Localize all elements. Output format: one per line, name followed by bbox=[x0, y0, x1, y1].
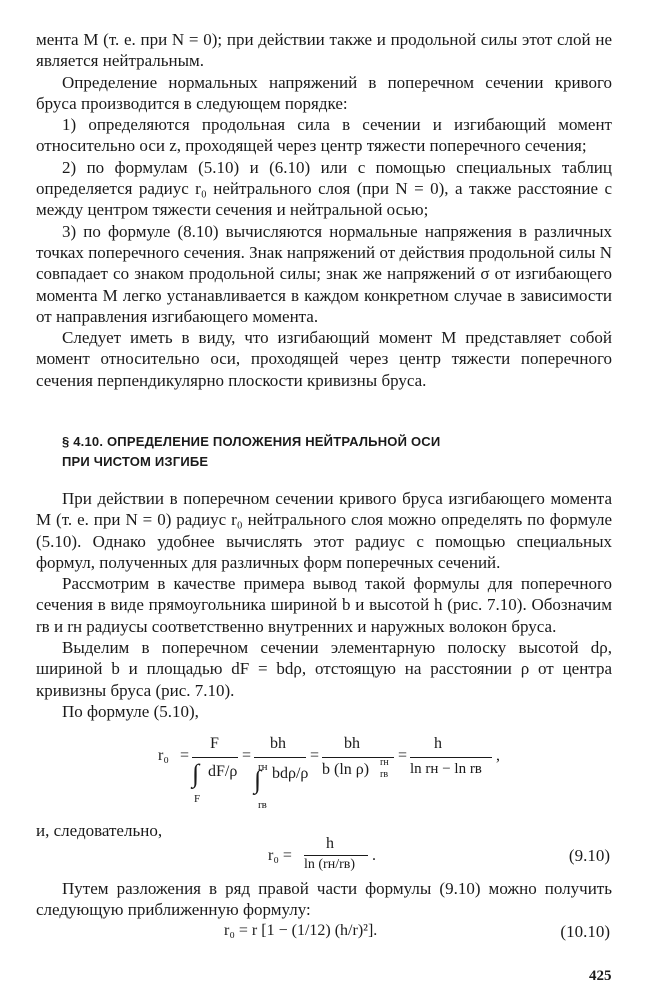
integral-lower-limit: rв bbox=[258, 799, 267, 811]
equation-number: (9.10) bbox=[568, 846, 610, 865]
formula-period: . bbox=[372, 847, 376, 864]
fraction-denominator: ln (rн/rв) bbox=[304, 857, 356, 872]
integral-upper-limit: rн bbox=[258, 761, 268, 773]
paragraph: 3) по формуле (8.10) вычисляются нормальные напряжения в различных точках поперечного сечения. Знак напряжений от действия продольной силы N совпадает со знаком продольной силы; знак же напряжений σ от изгибающего момента M легко устанавливается в каждом конкретном случае в зависимости от направления изгибающего момента. bbox=[36, 221, 612, 326]
equals-sign: = bbox=[310, 747, 320, 764]
paragraph: Выделим в поперечном сечении элементарную полоску высотой dρ, шириной b и площадью dF = bdρ, отстоящую на расстоянии ρ от центра кривизны бруса (рис. 7.10). bbox=[36, 638, 612, 700]
integral-sign: ∫ bbox=[192, 759, 200, 788]
fraction-2-numerator: bh bbox=[270, 735, 286, 752]
paragraph: Рассмотрим в качестве примера вывод такой формулы для поперечного сечения в виде прямоугольника шириной b и высотой h (рис. 7.10). Обозначим rв и rн радиусы соответственно внутренних и наружных волокон бруса. bbox=[36, 574, 612, 636]
formula-lhs: r₀ = bbox=[268, 847, 292, 864]
fraction-bar bbox=[192, 757, 238, 758]
formula-comma: , bbox=[496, 747, 500, 764]
text-block-middle bbox=[36, 488, 612, 722]
denominator-superscript: rн bbox=[380, 757, 389, 768]
paragraph: Следует иметь в виду, что изгибающий момент M представляет собой момент относительно оси, проходящей через центр тяжести поперечного сечения перпендикулярно плоскости кривизны бруса. bbox=[36, 328, 612, 390]
fraction-bar bbox=[304, 855, 368, 856]
section-heading bbox=[62, 432, 562, 472]
fraction-4-numerator: h bbox=[434, 735, 442, 752]
paragraph: мента M (т. е. при N = 0); при действии также и продольной силы этот слой не является нейтральным. bbox=[36, 30, 612, 71]
equals-sign: = bbox=[242, 747, 252, 764]
page-number: 425 bbox=[589, 968, 612, 984]
formula-10-10 bbox=[224, 922, 444, 946]
equals-sign: = bbox=[398, 747, 408, 764]
paragraph: 2) по формулам (5.10) и (6.10) или с помощью специальных таблиц определяется радиус r₀ нейтрального слоя (при N = 0), а также расстояние c между центром тяжести сечения и нейтральной осью; bbox=[36, 157, 612, 220]
formula-r0-derivation bbox=[158, 735, 578, 815]
equals-sign: = bbox=[180, 747, 190, 764]
paragraph: Путем разложения в ряд правой части формулы (9.10) можно получить следующую приближенную формулу: bbox=[36, 879, 612, 920]
equation-number: (10.10) bbox=[560, 922, 610, 941]
paragraph: Определение нормальных напряжений в поперечном сечении кривого бруса производится в следующем порядке: bbox=[36, 72, 612, 113]
text-block-top bbox=[36, 29, 612, 391]
fraction-3-denominator: b (ln ρ) bbox=[322, 761, 370, 778]
formula-text: r₀ = r [1 − (1/12) (h/r)²]. bbox=[224, 922, 378, 939]
fraction-3-numerator: bh bbox=[344, 735, 360, 752]
paragraph: 1) определяются продольная сила в сечении и изгибающий момент относительно оси z, проходящей через центр тяжести поперечного сечения; bbox=[36, 115, 612, 156]
fraction-1-denominator: dF/ρ bbox=[208, 763, 238, 780]
integral-domain-label: F bbox=[194, 793, 201, 805]
paragraph: и, следовательно, bbox=[36, 821, 163, 840]
fraction-numerator: h bbox=[326, 835, 334, 852]
fraction-1-numerator: F bbox=[210, 735, 219, 752]
integral-sign: ∫ bbox=[254, 765, 262, 794]
formula-9-10 bbox=[268, 835, 408, 877]
formula-lhs: r₀ bbox=[158, 747, 169, 764]
paragraph: При действии в поперечном сечении кривого бруса изгибающего момента M (т. е. при N = 0) радиус r₀ нейтрального слоя можно определять по формуле (5.10). Однако удобнее вычислять этот радиус с помощью специальных формул, полученных для различных форм поперечных сечений. bbox=[36, 489, 612, 572]
fraction-bar bbox=[254, 757, 306, 758]
text-block-bottom bbox=[36, 878, 612, 921]
section-heading-line: ПРИ ЧИСТОМ ИЗГИБЕ bbox=[62, 454, 209, 469]
denominator-subscript: rв bbox=[380, 769, 389, 780]
fraction-2-denominator: bdρ/ρ bbox=[272, 765, 309, 782]
fraction-4-denominator: ln rн − ln rв bbox=[410, 761, 482, 777]
section-heading-line: § 4.10. ОПРЕДЕЛЕНИЕ ПОЛОЖЕНИЯ НЕЙТРАЛЬНОЙ ОСИ bbox=[62, 434, 441, 449]
fraction-bar bbox=[410, 757, 492, 758]
paragraph: По формуле (5.10), bbox=[62, 701, 199, 721]
